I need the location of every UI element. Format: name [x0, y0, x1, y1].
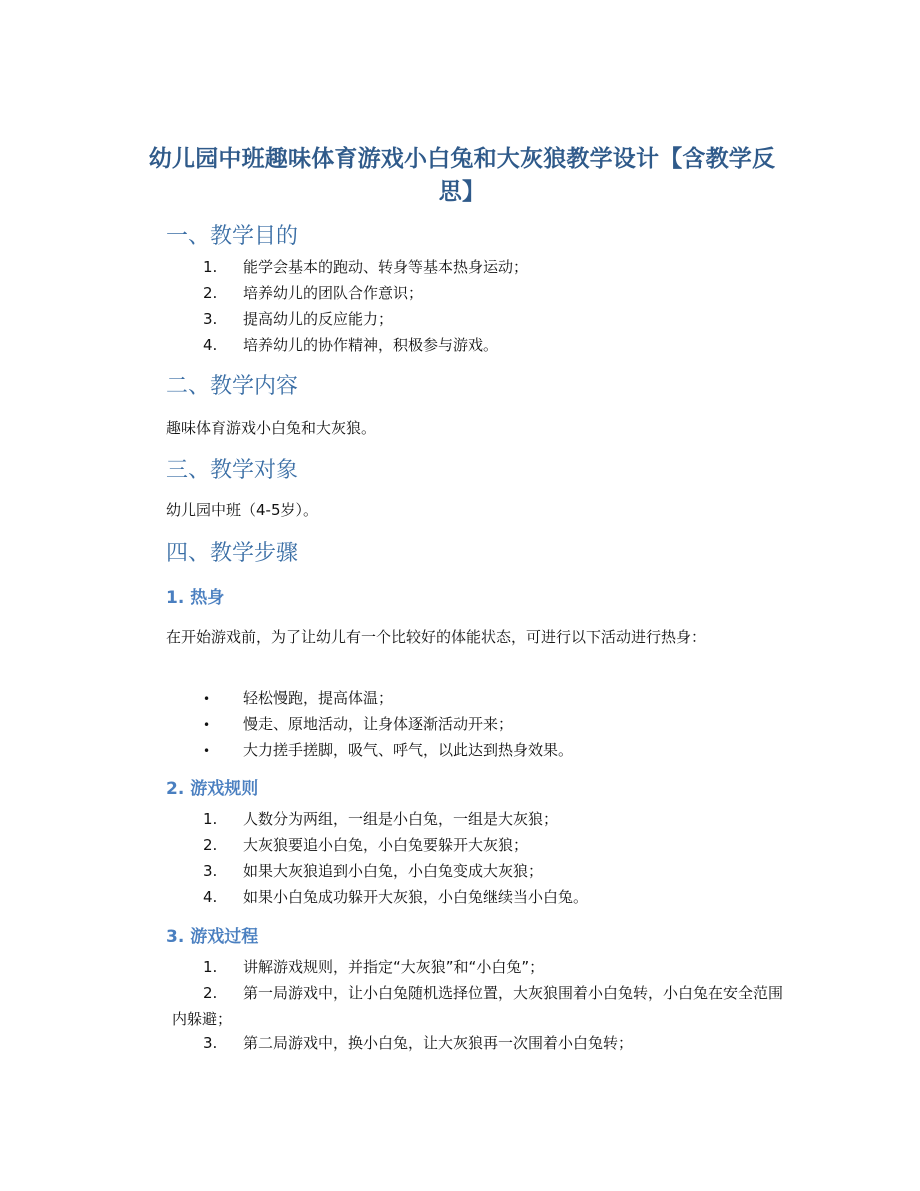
- list-text: 提高幼儿的反应能力；: [243, 310, 394, 328]
- list-number: 3.: [203, 310, 218, 328]
- list-item: [203, 254, 788, 280]
- list-text: 培养幼儿的协作精神，积极参与游戏。: [243, 336, 499, 354]
- audience-text: 幼儿园中班（4-5岁）。: [166, 501, 319, 519]
- subheading-rules: 2. 游戏规则: [166, 779, 259, 799]
- list-text: 讲解游戏规则，并指定“大灰狼”和“小白兔”；: [243, 958, 545, 976]
- document-title: 幼儿园中班趣味体育游戏小白兔和大灰狼教学设计【含教学反思】: [148, 146, 776, 205]
- list-item: [203, 884, 788, 910]
- list-number: 2.: [203, 284, 218, 302]
- list-item: [203, 858, 788, 884]
- list-text: 培养幼儿的团队合作意识；: [243, 284, 424, 302]
- heading-objectives: 一、教学目的: [166, 224, 299, 249]
- bullet-marker: •: [203, 692, 211, 706]
- list-number: 4.: [203, 888, 218, 906]
- list-text: 能学会基本的跑动、转身等基本热身运动；: [243, 258, 529, 276]
- list-text: 人数分为两组，一组是小白兔，一组是大灰狼；: [243, 810, 559, 828]
- bullet-marker: •: [203, 718, 211, 732]
- list-number: 1.: [203, 258, 218, 276]
- list-number: 3.: [203, 1034, 218, 1052]
- list-item: [203, 280, 788, 306]
- list-item: [203, 954, 788, 980]
- list-number: 2.: [203, 836, 218, 854]
- list-number: 1.: [203, 958, 218, 976]
- list-number: 3.: [203, 862, 218, 880]
- heading-audience: 三、教学对象: [166, 458, 299, 483]
- list-item: [203, 1030, 788, 1056]
- list-number: 2.: [203, 984, 218, 1002]
- subheading-warmup: 1. 热身: [166, 588, 225, 608]
- list-text: 如果小白兔成功躲开大灰狼，小白兔继续当小白兔。: [243, 888, 589, 906]
- bullet-text: 大力搓手搓脚，吸气、呼气，以此达到热身效果。: [243, 741, 574, 759]
- heading-content: 二、教学内容: [166, 374, 299, 399]
- warmup-intro: 在开始游戏前，为了让幼儿有一个比较好的体能状态，可进行以下活动进行热身：: [166, 628, 707, 646]
- list-text: 大灰狼要追小白兔，小白兔要躲开大灰狼；: [243, 836, 529, 854]
- list-item: [203, 806, 788, 832]
- content-text: 趣味体育游戏小白兔和大灰狼。: [166, 419, 377, 437]
- bullet-marker: •: [203, 744, 211, 758]
- bullet-item: [203, 686, 393, 711]
- list-text: 第一局游戏中，让小白兔随机选择位置，大灰狼围着小白兔转，小白兔在安全范围内躲避；: [172, 984, 784, 1028]
- list-text: 第二局游戏中，换小白兔，让大灰狼再一次围着小白兔转；: [243, 1034, 634, 1052]
- bullet-text: 慢走、原地活动，让身体逐渐活动开来；: [243, 715, 514, 733]
- list-item: [203, 306, 788, 332]
- list-item: [203, 832, 788, 858]
- bullet-item: [203, 712, 513, 737]
- bullet-item: [203, 738, 573, 763]
- list-text: 如果大灰狼追到小白兔，小白兔变成大灰狼；: [243, 862, 544, 880]
- list-item: [172, 980, 792, 1032]
- subheading-process: 3. 游戏过程: [166, 927, 259, 947]
- bullet-text: 轻松慢跑，提高体温；: [243, 689, 394, 707]
- list-item: [203, 332, 788, 358]
- heading-steps: 四、教学步骤: [166, 541, 299, 566]
- list-number: 1.: [203, 810, 218, 828]
- list-number: 4.: [203, 336, 218, 354]
